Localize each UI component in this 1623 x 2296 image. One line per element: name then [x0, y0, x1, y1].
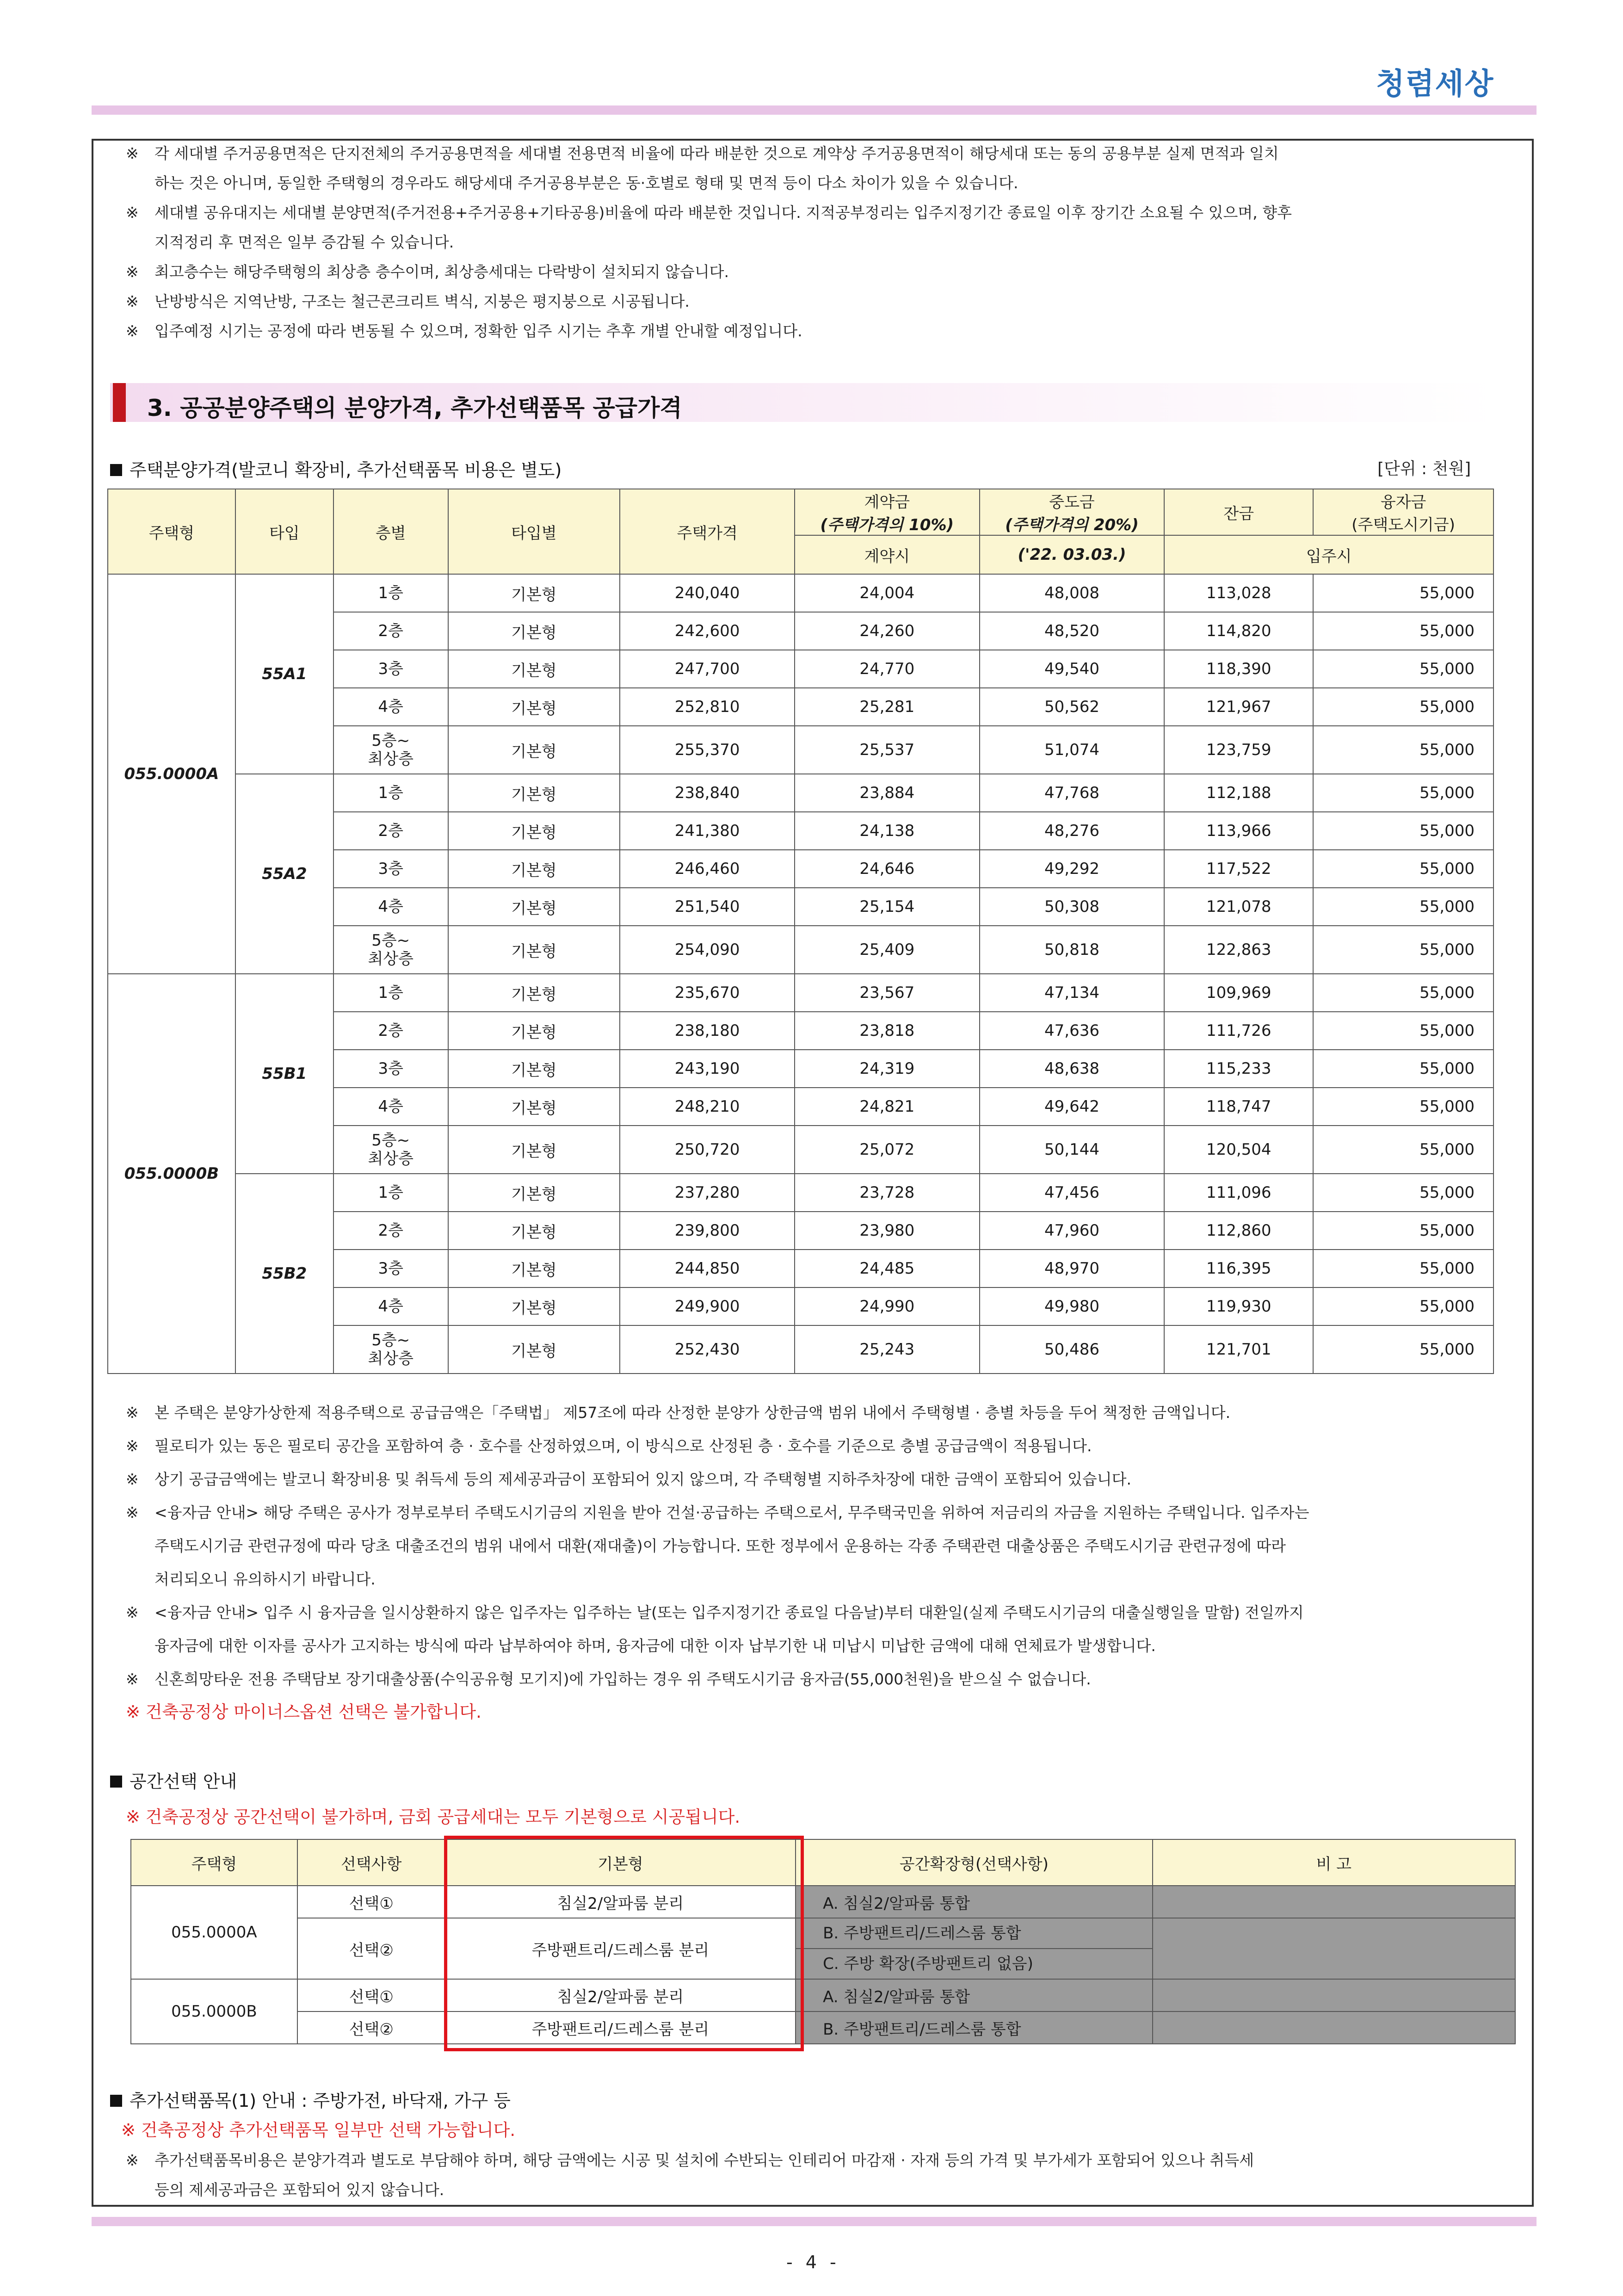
note-mark: ※: [126, 204, 139, 222]
space-expand-item: A. 침실2/알파룸 통합: [823, 1987, 970, 2006]
cell-balance: 119,930: [1164, 1287, 1313, 1325]
cell-style: 기본형: [448, 850, 620, 888]
note-mark: ※: [126, 1670, 139, 1688]
th-deposit-when: 계약시: [795, 535, 980, 574]
cell-loan: 55,000: [1313, 1287, 1493, 1325]
cell-floor-line: 2층: [378, 1021, 403, 1040]
cell-floor-line: 1층: [378, 584, 403, 602]
note-mark: ※: [126, 2151, 139, 2169]
square-bullet-icon: [110, 1776, 122, 1788]
cell-deposit: 23,567: [795, 974, 980, 1012]
cell-floor-line: 1층: [378, 1183, 403, 1202]
cell-deposit: 25,537: [795, 726, 980, 774]
note-text: 하는 것은 아니며, 동일한 주택형의 경우라도 해당세대 주거공용부분은 동·호별로 형태 및 면적 등이 다소 차이가 있을 수 있습니다.: [154, 174, 1018, 192]
note-line: [126, 1663, 1091, 1696]
cell-loan: 55,000: [1313, 650, 1493, 688]
cell-price: 243,190: [620, 1050, 795, 1088]
cell-style: 기본형: [448, 974, 620, 1012]
th-typebyline: 타입별: [448, 489, 620, 574]
th-subtype: 타입: [235, 489, 333, 574]
cell-deposit: 24,319: [795, 1050, 980, 1088]
note-text: 지적정리 후 면적은 일부 증감될 수 있습니다.: [154, 233, 454, 251]
bottom-accent-bar: [92, 2217, 1537, 2226]
note-text: <융자금 안내> 입주 시 융자금을 일시상환하지 않은 입주자는 입주하는 날(또는 입주지정기간 종료일 다음날)부터 대환일(실제 주택도시기금의 대출실행일을 말함) 전일까지: [154, 1603, 1304, 1621]
th-loan: [1313, 489, 1493, 535]
cell-floor: [333, 812, 448, 850]
space-choice: 선택②: [297, 1918, 445, 1979]
cell-floor: [333, 1287, 448, 1325]
cell-floor: [333, 650, 448, 688]
note-line: [126, 1463, 1131, 1496]
cell-floor: [333, 1126, 448, 1174]
cell-price: 244,850: [620, 1250, 795, 1287]
th-floor: 층별: [333, 489, 448, 574]
note-line: [126, 1596, 1304, 1629]
note-line: [126, 316, 802, 346]
cell-loan: 55,000: [1313, 1126, 1493, 1174]
cell-price: 252,810: [620, 688, 795, 726]
space-expand-item: A. 침실2/알파룸 통합: [823, 1894, 970, 1913]
cell-deposit: 23,980: [795, 1212, 980, 1250]
note-line: [126, 1430, 1092, 1463]
cell-price: 246,460: [620, 850, 795, 888]
cell-style: 기본형: [448, 688, 620, 726]
cell-balance: 115,233: [1164, 1050, 1313, 1088]
note-text: <융자금 안내> 해당 주택은 공사가 정부로부터 주택도시기금의 지원을 받아 건설·공급하는 주택으로서, 무주택국민을 위하여 저금리의 자금을 지원하는 주택입니다. 입주자는: [154, 1504, 1309, 1522]
cell-balance: 117,522: [1164, 850, 1313, 888]
extra-heading: 추가선택품목(1) 안내 : 주방가전, 바닥재, 가구 등: [110, 2086, 511, 2112]
cell-subtype: 55A1: [235, 574, 333, 774]
cell-floor: [333, 926, 448, 974]
cell-balance: 121,701: [1164, 1325, 1313, 1374]
cell-floor-line: 3층: [378, 660, 403, 678]
cell-balance: 123,759: [1164, 726, 1313, 774]
unit-label: [단위 : 천원]: [1377, 459, 1471, 478]
cell-floor: [333, 1088, 448, 1126]
cell-price: 247,700: [620, 650, 795, 688]
cell-interim: 50,562: [980, 688, 1165, 726]
th-interim-sub: (주택가격의 20%): [1005, 516, 1139, 534]
cell-type: 055.0000B: [108, 974, 235, 1374]
note-text: 융자금에 대한 이자를 공사가 고지하는 방식에 따라 납부하여야 하며, 융자금에 대한 이자 납부기한 내 미납시 미납한 금액에 대해 연체료가 발생합니다.: [154, 1637, 1156, 1655]
cell-floor: [333, 888, 448, 926]
cell-balance: 112,188: [1164, 774, 1313, 812]
cell-deposit: 24,004: [795, 574, 980, 612]
cell-balance: 109,969: [1164, 974, 1313, 1012]
table-row: [108, 574, 1493, 612]
cell-style: 기본형: [448, 650, 620, 688]
note-text: 최고층수는 해당주택형의 최상층 층수이며, 최상층세대는 다락방이 설치되지 않습니다.: [154, 263, 729, 281]
cell-loan: 55,000: [1313, 1325, 1493, 1374]
cell-price: 250,720: [620, 1126, 795, 1174]
cell-balance: 112,860: [1164, 1212, 1313, 1250]
space-basic: 침실2/알파룸 분리: [445, 1979, 796, 2011]
cell-price: 239,800: [620, 1212, 795, 1250]
cell-price: 238,180: [620, 1012, 795, 1050]
space-choice: 선택①: [297, 1886, 445, 1918]
cell-interim: 47,456: [980, 1174, 1165, 1212]
cell-interim: 47,960: [980, 1212, 1165, 1250]
cell-floor: [333, 1012, 448, 1050]
cell-floor: [333, 1325, 448, 1374]
cell-loan: 55,000: [1313, 1050, 1493, 1088]
cell-deposit: 23,884: [795, 774, 980, 812]
cell-deposit: 24,990: [795, 1287, 980, 1325]
cell-deposit: 24,138: [795, 812, 980, 850]
th-move-in: 입주시: [1164, 535, 1493, 574]
cell-style: 기본형: [448, 1126, 620, 1174]
space-remark: [1153, 1886, 1515, 1918]
cell-interim: 50,308: [980, 888, 1165, 926]
cell-floor-line: 1층: [378, 984, 403, 1002]
cell-price: 255,370: [620, 726, 795, 774]
cell-price: 249,900: [620, 1287, 795, 1325]
th-deposit: [795, 489, 980, 535]
note-text: 등의 제세공과금은 포함되어 있지 않습니다.: [154, 2181, 444, 2199]
cell-loan: 55,000: [1313, 726, 1493, 774]
cell-style: 기본형: [448, 1174, 620, 1212]
cell-loan: 55,000: [1313, 688, 1493, 726]
space-basic: 주방팬트리/드레스룸 분리: [445, 2011, 796, 2044]
cell-deposit: 24,821: [795, 1088, 980, 1126]
cell-interim: 51,074: [980, 726, 1165, 774]
logo: [1376, 60, 1494, 103]
cell-floor-line: 2층: [378, 822, 403, 840]
cell-floor-line: 2층: [378, 1221, 403, 1240]
cell-interim: 50,144: [980, 1126, 1165, 1174]
cell-loan: 55,000: [1313, 926, 1493, 974]
cell-floor-line2: 최상층: [368, 950, 413, 968]
cell-floor-line: 3층: [378, 860, 403, 878]
space-expand: [796, 2011, 1152, 2044]
space-expand: [796, 1886, 1152, 1918]
cell-price: 237,280: [620, 1174, 795, 1212]
section-title: 3. 공공분양주택의 분양가격, 추가선택품목 공급가격: [147, 395, 682, 421]
cell-deposit: 25,072: [795, 1126, 980, 1174]
space-basic: 주방팬트리/드레스룸 분리: [445, 1918, 796, 1979]
th-space-remark: 비 고: [1153, 1839, 1515, 1886]
cell-style: 기본형: [448, 774, 620, 812]
space-expand: [796, 1979, 1152, 2011]
cell-style: 기본형: [448, 726, 620, 774]
th-interim-label: 중도금: [1049, 493, 1095, 512]
table-row: [108, 1174, 1493, 1212]
th-price: 주택가격: [620, 489, 795, 574]
cell-interim: 48,276: [980, 812, 1165, 850]
space-expand-item: B. 주방팬트리/드레스룸 통합: [796, 1918, 1152, 1949]
cell-price: 235,670: [620, 974, 795, 1012]
cell-price: 241,380: [620, 812, 795, 850]
cell-floor: [333, 1212, 448, 1250]
cell-style: 기본형: [448, 888, 620, 926]
cell-style: 기본형: [448, 1012, 620, 1050]
cell-price: 240,040: [620, 574, 795, 612]
space-basic: 침실2/알파룸 분리: [445, 1886, 796, 1918]
cell-floor-line: 4층: [378, 698, 403, 716]
section-title-banner: [110, 383, 1498, 422]
cell-interim: 48,970: [980, 1250, 1165, 1287]
note-mark: ※: [126, 263, 139, 281]
space-type: 055.0000A: [131, 1886, 297, 1979]
basic-type-highlight-box: [444, 1836, 804, 2051]
note-text: 처리되오니 유의하시기 바랍니다.: [154, 1570, 376, 1588]
cell-floor: [333, 850, 448, 888]
note-text: 본 주택은 분양가상한제 적용주택으로 공급금액은「주택법」 제57조에 따라 산정한 분양가 상한금액 범위 내에서 주택형별 · 층별 차등을 두어 책정한 금액입니다.: [154, 1404, 1231, 1422]
cell-style: 기본형: [448, 1050, 620, 1088]
cell-deposit: 24,485: [795, 1250, 980, 1287]
note-mark: ※: [126, 1437, 139, 1455]
th-space-choice: 선택사항: [297, 1839, 445, 1886]
note-line: [126, 257, 729, 287]
cell-floor: [333, 1174, 448, 1212]
space-remark: [1153, 1979, 1515, 2011]
cell-loan: 55,000: [1313, 974, 1493, 1012]
th-deposit-sub: (주택가격의 10%): [820, 516, 954, 534]
cell-floor-line2: 최상층: [368, 1150, 413, 1168]
space-row: [131, 1886, 1515, 1918]
th-type: 주택형: [108, 489, 235, 574]
cell-balance: 113,966: [1164, 812, 1313, 850]
th-space-expand: 공간확장형(선택사항): [796, 1839, 1152, 1886]
space-choice: 선택②: [297, 2011, 445, 2044]
cell-loan: 55,000: [1313, 850, 1493, 888]
cell-floor-line2: 최상층: [368, 750, 413, 768]
cell-interim: 48,638: [980, 1050, 1165, 1088]
note-line: [126, 168, 1018, 198]
cell-floor: [333, 774, 448, 812]
note-line: [126, 2175, 444, 2205]
cell-balance: 122,863: [1164, 926, 1313, 974]
note-line: [126, 1496, 1309, 1529]
note-line: [126, 2146, 1254, 2175]
cell-style: 기본형: [448, 1287, 620, 1325]
cell-deposit: 24,646: [795, 850, 980, 888]
cell-interim: 47,134: [980, 974, 1165, 1012]
cell-floor-line: 5층~: [371, 1331, 410, 1349]
cell-floor-line: 3층: [378, 1059, 403, 1078]
cell-style: 기본형: [448, 926, 620, 974]
cell-style: 기본형: [448, 574, 620, 612]
cell-deposit: 25,281: [795, 688, 980, 726]
cell-balance: 113,028: [1164, 574, 1313, 612]
note-text: 각 세대별 주거공용면적은 단지전체의 주거공용면적을 세대별 전용면적 비율에 따라 배분한 것으로 계약상 주거공용면적이 해당세대 또는 동의 공용부분 실제 면적과 일치: [154, 144, 1279, 162]
space-row: [131, 2011, 1515, 2044]
note-line: [126, 1563, 376, 1596]
cell-interim: 48,008: [980, 574, 1165, 612]
th-loan-sub: (주택도시기금): [1351, 516, 1455, 534]
cell-floor: [333, 1250, 448, 1287]
cell-price: 238,840: [620, 774, 795, 812]
cell-floor-line: 4층: [378, 897, 403, 916]
note-text: 추가선택품목비용은 분양가격과 별도로 부담해야 하며, 해당 금액에는 시공 및 설치에 수반되는 인테리어 마감재 · 자재 등의 가격 및 부가세가 포함되어 있으나 취득세: [154, 2151, 1254, 2169]
cell-loan: 55,000: [1313, 774, 1493, 812]
cell-interim: 50,486: [980, 1325, 1165, 1374]
cell-price: 242,600: [620, 612, 795, 650]
cell-interim: 47,768: [980, 774, 1165, 812]
cell-floor: [333, 688, 448, 726]
note-text: 주택도시기금 관련규정에 따라 당초 대출조건의 범위 내에서 대환(재대출)이 가능합니다. 또한 정부에서 운용하는 각종 주택관련 대출상품은 주택도시기금 관련규정에 따라: [154, 1537, 1286, 1555]
cell-balance: 111,096: [1164, 1174, 1313, 1212]
note-line: [126, 198, 1292, 228]
th-interim: [980, 489, 1165, 535]
note-line: [126, 287, 690, 316]
cell-subtype: 55A2: [235, 774, 333, 974]
top-accent-bar: [92, 105, 1537, 115]
note-mark: ※: [126, 1404, 139, 1422]
note-mark: ※: [126, 1470, 139, 1488]
note-text: 난방방식은 지역난방, 구조는 철근콘크리트 벽식, 지붕은 평지붕으로 시공됩니다.: [154, 292, 690, 310]
cell-style: 기본형: [448, 1250, 620, 1287]
note-line: [126, 139, 1279, 168]
th-balance: 잔금: [1164, 489, 1313, 535]
cell-floor-line: 4층: [378, 1297, 403, 1316]
cell-loan: 55,000: [1313, 1012, 1493, 1050]
cell-deposit: 23,818: [795, 1012, 980, 1050]
space-row: [131, 1979, 1515, 2011]
cell-type: 055.0000A: [108, 574, 235, 974]
th-loan-label: 융자금: [1380, 493, 1426, 512]
cell-style: 기본형: [448, 1088, 620, 1126]
table-row: [108, 974, 1493, 1012]
cell-loan: 55,000: [1313, 1174, 1493, 1212]
table-row: [108, 774, 1493, 812]
price-heading: 주택분양가격(발코니 확장비, 추가선택품목 비용은 별도): [110, 456, 562, 481]
cell-floor-line: 2층: [378, 622, 403, 640]
th-space-basic: 기본형: [445, 1839, 796, 1886]
th-deposit-label: 계약금: [864, 493, 910, 512]
cell-price: 252,430: [620, 1325, 795, 1374]
cell-price: 254,090: [620, 926, 795, 974]
note-mark: ※: [126, 322, 139, 340]
page-number: - 4 -: [786, 2252, 840, 2272]
space-expand-item: C. 주방 확장(주방팬트리 없음): [823, 1955, 1033, 1973]
cell-interim: 47,636: [980, 1012, 1165, 1050]
cell-balance: 111,726: [1164, 1012, 1313, 1050]
cell-style: 기본형: [448, 812, 620, 850]
cell-balance: 118,747: [1164, 1088, 1313, 1126]
cell-loan: 55,000: [1313, 1088, 1493, 1126]
note-line: [126, 1629, 1156, 1663]
cell-interim: 49,642: [980, 1088, 1165, 1126]
note-mark: ※: [126, 292, 139, 310]
cell-interim: 49,540: [980, 650, 1165, 688]
cell-style: 기본형: [448, 1325, 620, 1374]
note-text: 필로티가 있는 동은 필로티 공간을 포함하여 층 · 호수를 산정하였으며, 이 방식으로 산정된 층 · 호수를 기준으로 층별 공급금액이 적용됩니다.: [154, 1437, 1092, 1455]
red-note-space: ※ 건축공정상 공간선택이 불가하며, 금회 공급세대는 모두 기본형으로 시공됩니다.: [126, 1807, 741, 1827]
cell-subtype: 55B1: [235, 974, 333, 1174]
cell-loan: 55,000: [1313, 574, 1493, 612]
cell-floor-line2: 최상층: [368, 1349, 413, 1368]
th-interim-when: ('22. 03.03.): [980, 535, 1165, 574]
space-header-row: [131, 1839, 1515, 1886]
cell-floor: [333, 574, 448, 612]
cell-interim: 50,818: [980, 926, 1165, 974]
cell-loan: 55,000: [1313, 812, 1493, 850]
cell-floor: [333, 1050, 448, 1088]
cell-floor: [333, 974, 448, 1012]
th-space-type: 주택형: [131, 1839, 297, 1886]
cell-balance: 121,967: [1164, 688, 1313, 726]
note-text: 입주예정 시기는 공정에 따라 변동될 수 있으며, 정확한 입주 시기는 추후 개별 안내할 예정입니다.: [154, 322, 802, 340]
note-line: [126, 228, 454, 257]
cell-style: 기본형: [448, 612, 620, 650]
cell-loan: 55,000: [1313, 1250, 1493, 1287]
cell-style: 기본형: [448, 1212, 620, 1250]
red-note-extra: ※ 건축공정상 추가선택품목 일부만 선택 가능합니다.: [121, 2120, 516, 2140]
cell-price: 248,210: [620, 1088, 795, 1126]
note-text: 신혼희망타운 전용 주택담보 장기대출상품(수익공유형 모기지)에 가입하는 경우 위 주택도시기금 융자금(55,000천원)을 받으실 수 없습니다.: [154, 1670, 1091, 1688]
cell-deposit: 23,728: [795, 1174, 980, 1212]
cell-balance: 118,390: [1164, 650, 1313, 688]
space-table: [130, 1839, 1516, 2044]
cell-loan: 55,000: [1313, 888, 1493, 926]
note-text: 상기 공급금액에는 발코니 확장비용 및 취득세 등의 제세공과금이 포함되어 있지 않으며, 각 주택형별 지하주차장에 대한 금액이 포함되어 있습니다.: [154, 1470, 1131, 1488]
cell-floor: [333, 726, 448, 774]
space-choice: 선택①: [297, 1979, 445, 2011]
note-mark: ※: [126, 1504, 139, 1522]
square-bullet-icon: [110, 464, 122, 476]
logo-text: 청렴세상: [1376, 67, 1494, 101]
space-remark: [1153, 2011, 1515, 2044]
price-table: [107, 489, 1494, 1374]
cell-floor-line: 4층: [378, 1097, 403, 1116]
space-type: 055.0000B: [131, 1979, 297, 2044]
cell-loan: 55,000: [1313, 1212, 1493, 1250]
cell-balance: 120,504: [1164, 1126, 1313, 1174]
space-heading: 공간선택 안내: [110, 1767, 237, 1793]
cell-deposit: 25,154: [795, 888, 980, 926]
cell-interim: 49,292: [980, 850, 1165, 888]
cell-deposit: 24,770: [795, 650, 980, 688]
note-mark: ※: [126, 144, 139, 162]
section-title-accent: [113, 383, 126, 422]
cell-balance: 121,078: [1164, 888, 1313, 926]
cell-deposit: 25,409: [795, 926, 980, 974]
cell-deposit: 24,260: [795, 612, 980, 650]
red-note-minus-option: ※ 건축공정상 마이너스옵션 선택은 불가합니다.: [126, 1702, 481, 1722]
cell-floor-line: 5층~: [371, 731, 410, 750]
cell-price: 251,540: [620, 888, 795, 926]
cell-subtype: 55B2: [235, 1174, 333, 1374]
note-line: [126, 1529, 1286, 1563]
cell-floor-line: 3층: [378, 1259, 403, 1278]
cell-floor-line: 5층~: [371, 1131, 410, 1150]
cell-floor-line: 1층: [378, 784, 403, 802]
note-text: 세대별 공유대지는 세대별 분양면적(주거전용+주거공용+기타공용)비율에 따라 배분한 것입니다. 지적공부정리는 입주지정기간 종료일 이후 장기간 소요될 수 있으며, 향후: [154, 204, 1292, 222]
square-bullet-icon: [110, 2095, 122, 2107]
cell-floor-line: 5층~: [371, 931, 410, 950]
cell-interim: 48,520: [980, 612, 1165, 650]
cell-floor: [333, 612, 448, 650]
cell-interim: 49,980: [980, 1287, 1165, 1325]
note-mark: ※: [126, 1603, 139, 1621]
cell-loan: 55,000: [1313, 612, 1493, 650]
space-expand: [796, 1918, 1152, 1979]
cell-deposit: 25,243: [795, 1325, 980, 1374]
space-remark: [1153, 1918, 1515, 1979]
cell-balance: 116,395: [1164, 1250, 1313, 1287]
note-line: [126, 1396, 1230, 1430]
space-row: [131, 1918, 1515, 1979]
cell-balance: 114,820: [1164, 612, 1313, 650]
space-expand-item: B. 주방팬트리/드레스룸 통합: [823, 2020, 1021, 2039]
